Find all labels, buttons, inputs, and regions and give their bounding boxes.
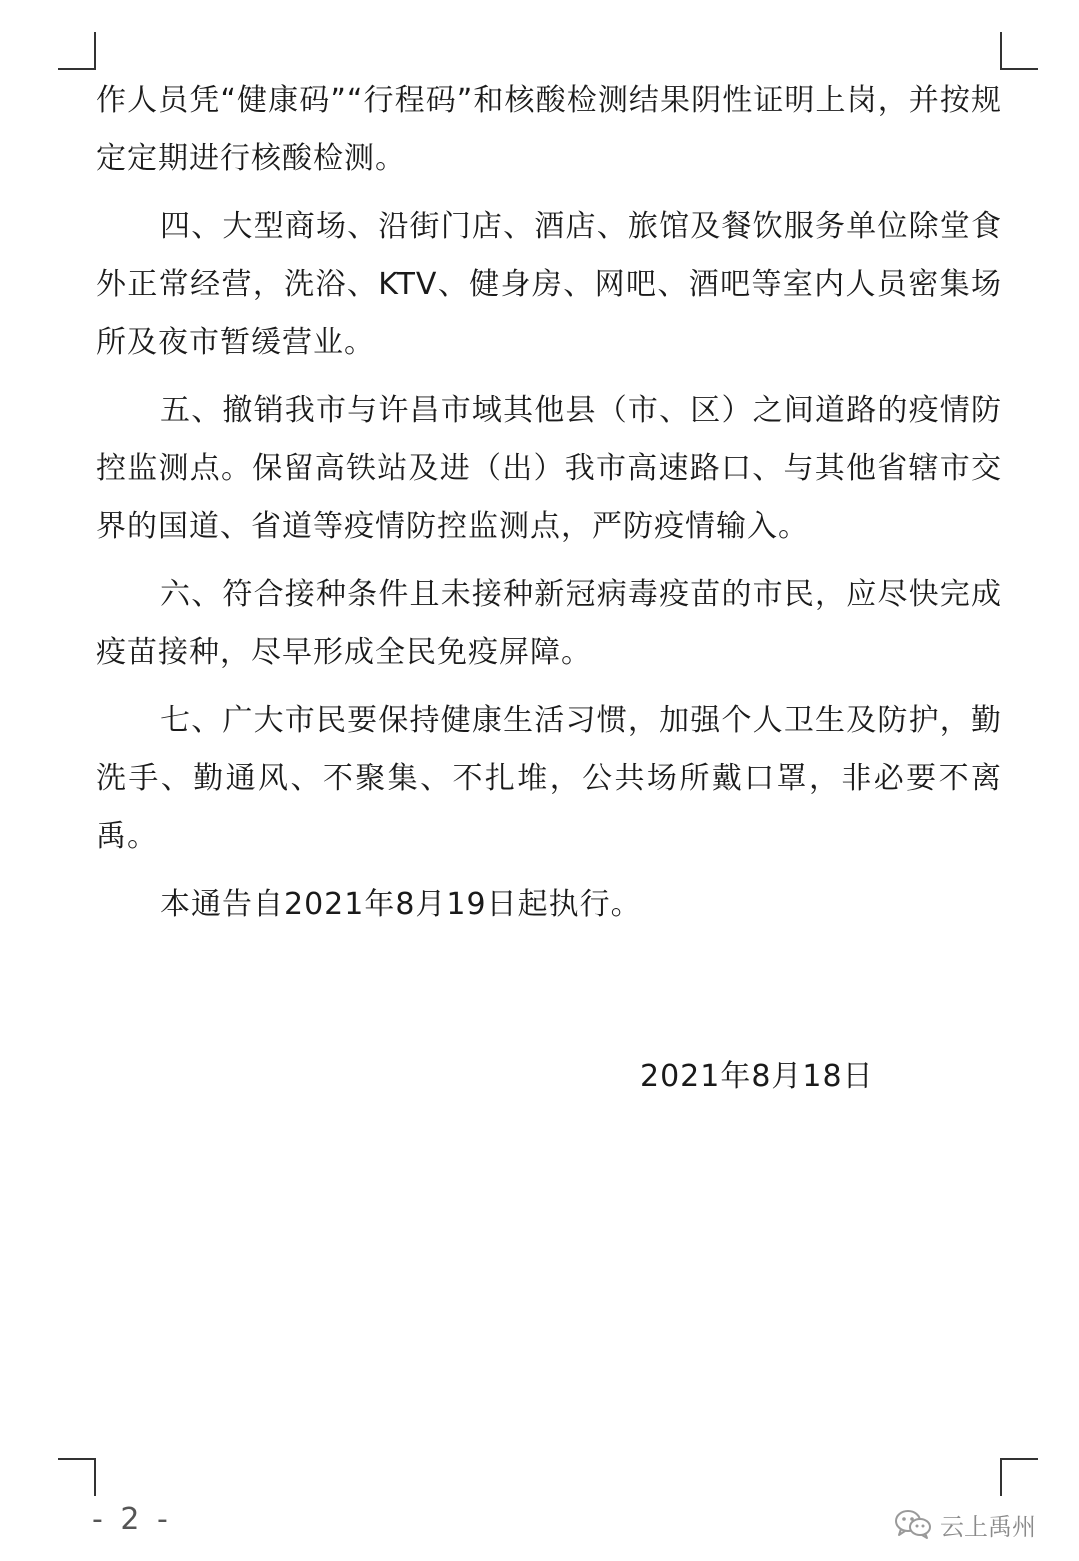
page-number: - 2 - <box>92 1502 172 1537</box>
paragraph-effective-date: 本通告自2021年8月19日起执行。 <box>160 887 642 922</box>
watermark <box>894 1506 1036 1542</box>
wechat-icon <box>894 1508 932 1540</box>
document-body <box>96 72 1002 934</box>
paragraph-item-6: 六、符合接种条件且未接种新冠病毒疫苗的市民，应尽快完成疫苗接种，尽早形成全民免疫屏障。 <box>96 577 1002 670</box>
paragraph-continuation: 作人员凭“健康码”“行程码”和核酸检测结果阴性证明上岗，并按规定定期进行核酸检测。 <box>96 83 1002 176</box>
paragraph-item-4: 四、大型商场、沿街门店、酒店、旅馆及餐饮服务单位除堂食外正常经营，洗浴、KTV、健身房、网吧、酒吧等室内人员密集场所及夜市暂缓营业。 <box>96 209 1002 360</box>
paragraph-item-5: 五、撤销我市与许昌市域其他县（市、区）之间道路的疫情防控监测点。保留高铁站及进（出）我市高速路口、与其他省辖市交界的国道、省道等疫情防控监测点，严防疫情输入。 <box>96 393 1002 544</box>
crop-mark-bottom-left <box>58 1458 96 1496</box>
crop-mark-bottom-right <box>1000 1458 1038 1496</box>
paragraph-item-7: 七、广大市民要保持健康生活习惯，加强个人卫生及防护，勤洗手、勤通风、不聚集、不扎堆，公共场所戴口罩，非必要不离禹。 <box>96 703 1002 854</box>
issue-date: 2021年8月18日 <box>640 1059 874 1094</box>
crop-mark-top-right <box>1000 32 1038 70</box>
crop-mark-top-left <box>58 32 96 70</box>
watermark-text: 云上禹州 <box>940 1512 1036 1541</box>
